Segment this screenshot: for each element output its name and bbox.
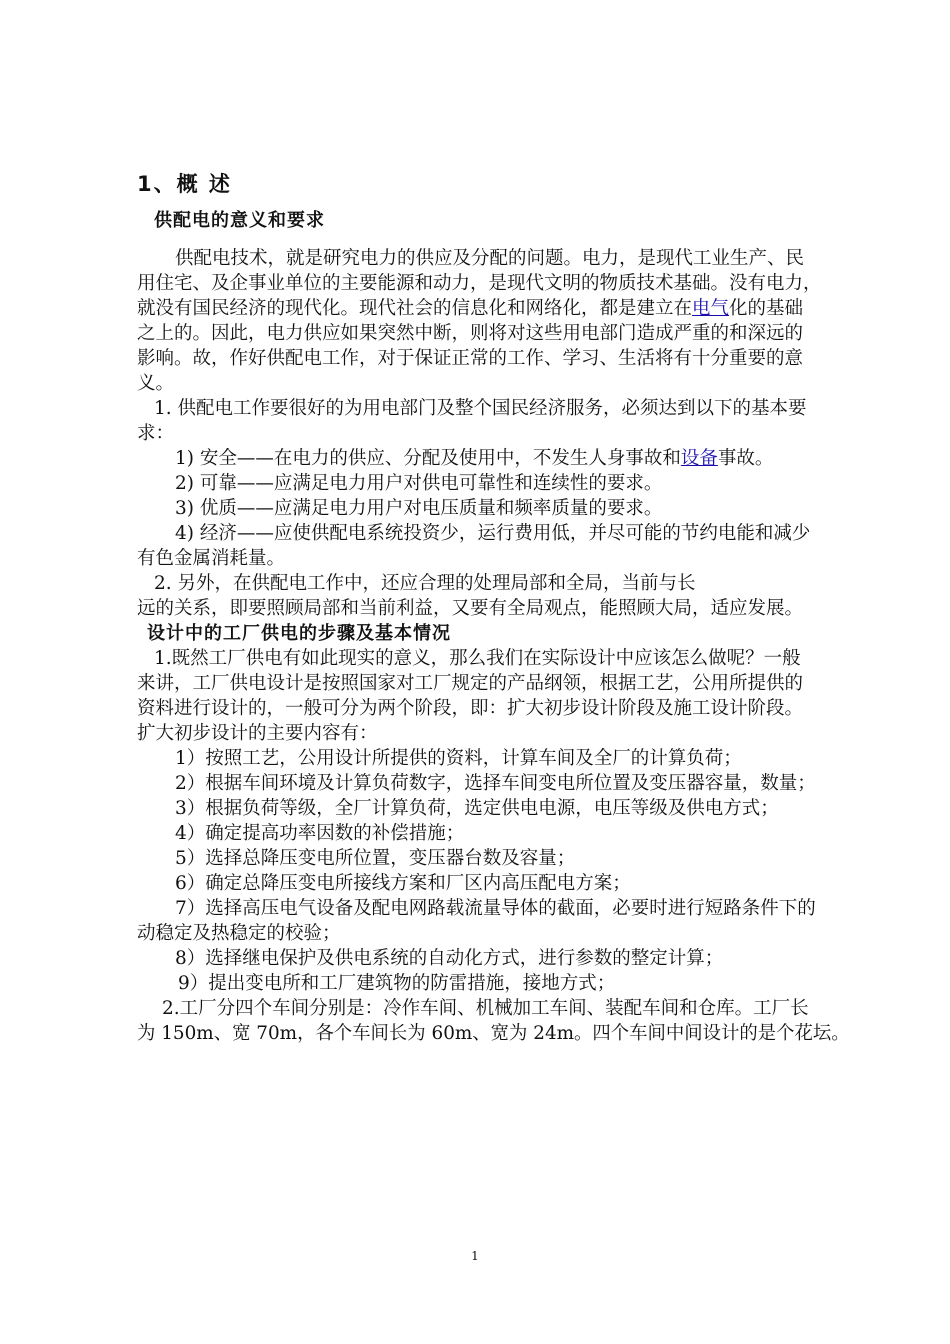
- list-item: 4）确定提高功率因数的补偿措施；: [175, 823, 465, 844]
- body-line: 义。: [137, 373, 175, 394]
- body-line: [137, 297, 803, 321]
- list-item: 3) 优质——应满足电力用户对电压质量和频率质量的要求。: [175, 498, 663, 519]
- list-item: 5）选择总降压变电所位置，变压器台数及容量；: [175, 848, 576, 869]
- body-line: 影响。故，作好供配电工作，对于保证正常的工作、学习、生活将有十分重要的意: [137, 348, 804, 369]
- text-span: 1) 安全——在电力的供应、分配及使用中，不发生人身事故和: [175, 448, 681, 469]
- text-span: 事故。: [717, 448, 774, 469]
- body-line: 来讲，工厂供电设计是按照国家对工厂规定的产品纲领，根据工艺，公用所提供的: [137, 673, 804, 694]
- list-item: 2) 可靠——应满足电力用户对供电可靠性和连续性的要求。: [175, 473, 663, 494]
- link-equipment[interactable]: 设备: [680, 448, 718, 469]
- list-item: 8）选择继电保护及供电系统的自动化方式，进行参数的整定计算；: [175, 948, 724, 969]
- section-title-design: 设计中的工厂供电的步骤及基本情况: [147, 623, 451, 644]
- body-line: 1. 供配电工作要很好的为用电部门及整个国民经济服务，必须达到以下的基本要: [154, 398, 807, 419]
- chapter-heading: 1、概 述: [137, 172, 232, 196]
- list-item: 7）选择高压电气设备及配电网路载流量导体的截面，必要时进行短路条件下的: [175, 898, 816, 919]
- body-line: 供配电技术，就是研究电力的供应及分配的问题。电力，是现代工业生产、民: [175, 248, 805, 269]
- list-item: 2）根据车间环境及计算负荷数字，选择车间变电所位置及变压器容量，数量；: [175, 773, 816, 794]
- list-item: 1）按照工艺，公用设计所提供的资料，计算车间及全厂的计算负荷；: [175, 748, 742, 769]
- body-line: 2. 另外，在供配电工作中，还应合理的处理局部和全局，当前与长: [154, 573, 696, 594]
- list-item: 动稳定及热稳定的校验；: [137, 923, 341, 944]
- body-line: 为 150m、宽 70m，各个车间长为 60m、宽为 24m。四个车间中间设计的是个花坛。: [137, 1023, 850, 1044]
- page-number: 1: [471, 1249, 479, 1263]
- link-electric[interactable]: 电气: [692, 298, 730, 319]
- list-item: 3）根据负荷等级，全厂计算负荷，选定供电电源，电压等级及供电方式；: [175, 798, 779, 819]
- list-item: 4) 经济——应使供配电系统投资少，运行费用低，并尽可能的节约电能和减少: [175, 523, 811, 544]
- body-line: 1.既然工厂供电有如此现实的意义，那么我们在实际设计中应该怎么做呢？一般: [154, 648, 801, 669]
- section-title-meaning: 供配电的意义和要求: [154, 210, 325, 231]
- text-span: 就没有国民经济的现代化。现代社会的信息化和网络化，都是建立在: [137, 298, 693, 319]
- body-line: 求：: [137, 423, 175, 444]
- list-item: 有色金属消耗量。: [137, 548, 286, 569]
- body-line: 2.工厂分四个车间分别是：冷作车间、机械加工车间、装配车间和仓库。工厂长: [162, 998, 809, 1019]
- list-item: 6）确定总降压变电所接线方案和厂区内高压配电方案；: [175, 873, 631, 894]
- list-item: [175, 447, 773, 471]
- list-item: 9）提出变电所和工厂建筑物的防雷措施，接地方式；: [178, 973, 616, 994]
- body-line: 资料进行设计的，一般可分为两个阶段，即：扩大初步设计阶段及施工设计阶段。: [137, 698, 804, 719]
- body-line: 扩大初步设计的主要内容有：: [137, 723, 378, 744]
- body-line: 远的关系，即要照顾局部和当前利益，又要有全局观点，能照顾大局，适应发展。: [137, 598, 804, 619]
- body-line: 用住宅、及企事业单位的主要能源和动力，是现代文明的物质技术基础。没有电力，: [137, 273, 822, 294]
- text-span: 化的基础: [729, 298, 804, 319]
- body-line: 之上的。因此，电力供应如果突然中断，则将对这些用电部门造成严重的和深远的: [137, 323, 804, 344]
